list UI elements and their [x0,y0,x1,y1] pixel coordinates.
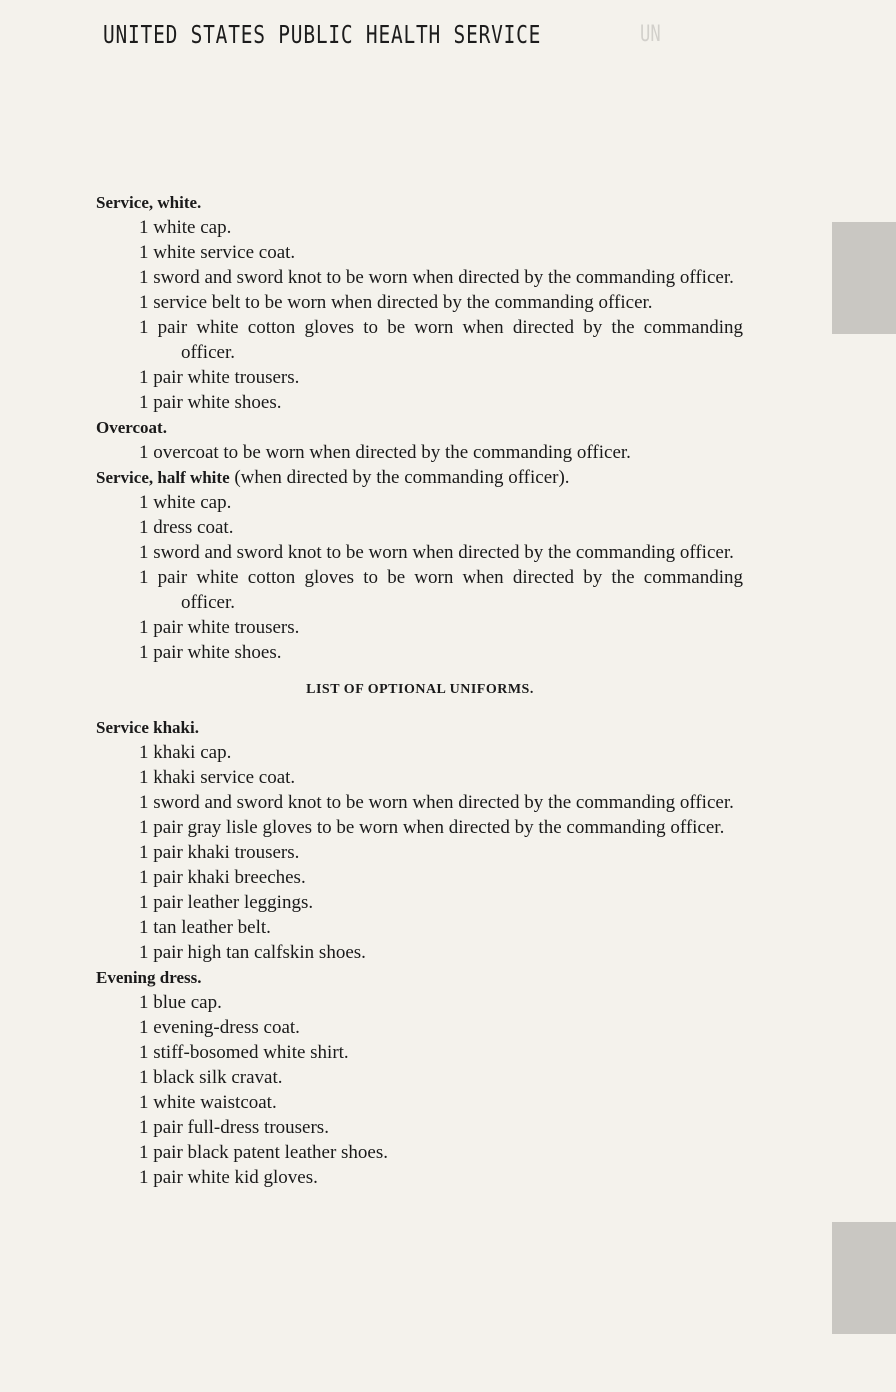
bleed-through-text: UN [640,22,661,47]
page-header: UNITED STATES PUBLIC HEALTH SERVICE [103,20,542,49]
list-item: 1 pair gray lisle gloves to be worn when directed by the commanding officer. [139,817,725,838]
section-overcoat [0,415,896,465]
section-title: Evening dress. [96,968,202,987]
list-item: 1 pair white trousers. [139,617,300,638]
list-item: 1 service belt to be worn when directed by the commanding officer. [139,292,653,313]
list-item: 1 pair white shoes. [139,642,282,663]
section-service-half-white [0,465,896,665]
list-item: 1 black silk cravat. [139,1067,283,1088]
list-item: 1 tan leather belt. [139,917,271,938]
section-title: Service, white. [96,193,202,212]
section-service-white [0,190,896,415]
section-title: Service khaki. [96,718,199,737]
list-item: 1 sword and sword knot to be worn when directed by the commanding officer. [139,542,734,563]
list-item: 1 pair white shoes. [139,392,282,413]
list-item: 1 sword and sword knot to be worn when directed by the commanding officer. [139,267,734,288]
list-item: 1 sword and sword knot to be worn when directed by the commanding officer. [139,792,734,813]
list-item: 1 pair white trousers. [139,367,300,388]
page-edge-shadow [832,1222,896,1334]
list-item: 1 overcoat to be worn when directed by the commanding officer. [139,442,631,463]
list-item: 1 pair white kid gloves. [139,1167,318,1188]
list-item: 1 dress coat. [139,517,234,538]
list-item: 1 pair full-dress trousers. [139,1117,329,1138]
section-service-khaki [0,715,896,965]
list-item: 1 pair black patent leather shoes. [139,1142,389,1163]
list-item: 1 white service coat. [139,242,296,263]
list-item: 1 pair white cotton gloves to be worn when directed by the commanding officer. [139,567,743,613]
section-title: Overcoat. [96,418,167,437]
list-item: 1 white cap. [139,217,232,238]
uniform-list [0,190,896,1190]
optional-uniforms-heading: LIST OF OPTIONAL UNIFORMS. [306,682,534,697]
list-item: 1 pair khaki breeches. [139,867,306,888]
list-item: 1 evening-dress coat. [139,1017,300,1038]
list-item: 1 khaki cap. [139,742,232,763]
list-item: 1 white waistcoat. [139,1092,277,1113]
list-item: 1 white cap. [139,492,232,513]
section-title-text: Service, half white [96,468,230,487]
section-evening-dress [0,965,896,1190]
list-item: 1 blue cap. [139,992,222,1013]
section-title [96,465,896,490]
list-item: 1 stiff-bosomed white shirt. [139,1042,349,1063]
list-item: 1 pair high tan calfskin shoes. [139,942,366,963]
list-item: 1 pair leather leggings. [139,892,314,913]
section-note: (when directed by the commanding officer). [229,467,570,488]
list-item: 1 khaki service coat. [139,767,296,788]
list-item: 1 pair white cotton gloves to be worn when directed by the commanding officer. [139,317,743,363]
list-item: 1 pair khaki trousers. [139,842,300,863]
